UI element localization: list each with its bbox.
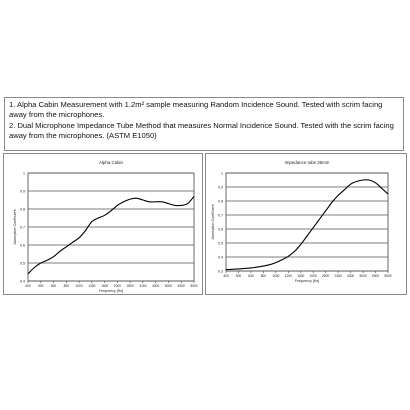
impedance-x-tick-label: 500	[235, 274, 242, 278]
alpha-x-tick-label: 2000	[113, 284, 121, 288]
impedance-y-axis-label: Absorption Coefficient	[211, 204, 215, 240]
caption-line-2: 2. Dual Microphone Impedance Tube Method that measures Normal Incidence Sound. Tested with the scrim facing away from the microphones. (ASTM E1050)	[9, 120, 394, 141]
impedance-x-tick-label: 2500	[322, 274, 330, 278]
impedance-x-tick-label: 6300	[371, 274, 380, 278]
impedance-x-tick-label: 1600	[297, 274, 305, 278]
impedance-y-tick-label: 0.8	[218, 199, 223, 204]
impedance-y-tick-label: 1	[221, 171, 223, 176]
impedance-chart-title: Impedance tube 25mm	[284, 160, 330, 165]
alpha-x-tick-label: 1000	[75, 284, 83, 288]
impedance-x-tick-label: 1250	[284, 274, 292, 278]
alpha-x-tick-label: 400	[25, 284, 31, 288]
alpha-x-tick-label: 5000	[164, 284, 173, 288]
impedance-y-tick-label: 0.6	[218, 227, 223, 232]
alpha-y-tick-label: 1	[23, 171, 25, 176]
impedance-x-tick-label: 1000	[272, 274, 280, 278]
alpha-y-tick-label: 0.9	[20, 189, 25, 194]
impedance-x-tick-label: 2000	[309, 274, 317, 278]
impedance-y-tick-label: 0.4	[218, 255, 223, 260]
impedance-y-tick-label: 0.3	[218, 269, 223, 274]
alpha-x-tick-label: 4000	[152, 284, 160, 288]
alpha-x-tick-label: 500	[38, 284, 44, 288]
caption-box	[4, 97, 404, 151]
impedance-x-tick-label: 800	[260, 274, 267, 278]
alpha-cabin-chart-panel	[3, 153, 203, 295]
impedance-tube-chart	[206, 154, 406, 294]
alpha-y-tick-label: 0.5	[20, 261, 25, 266]
alpha-x-tick-label: 1250	[88, 284, 96, 288]
alpha-x-tick-label: 630	[50, 284, 57, 288]
impedance-plot-frame	[226, 173, 388, 271]
impedance-y-tick-label: 0.9	[218, 185, 223, 190]
impedance-tube-chart-panel	[205, 153, 407, 295]
alpha-y-tick-label: 0.8	[20, 207, 25, 212]
alpha-x-tick-label: 1600	[101, 284, 109, 288]
alpha-chart-title: Alpha Cabin	[99, 160, 123, 165]
impedance-x-tick-label: 3150	[334, 274, 342, 278]
impedance-y-tick-label: 0.7	[218, 213, 223, 218]
impedance-x-tick-label: 8000	[384, 274, 392, 278]
alpha-x-tick-label: 800	[63, 284, 69, 288]
impedance-x-tick-label: 4000	[347, 274, 355, 278]
alpha-x-tick-label: 2500	[126, 284, 134, 288]
impedance-x-axis-label: Frequency [Hz]	[294, 279, 320, 283]
impedance-x-tick-label: 400	[223, 274, 229, 278]
alpha-x-tick-label: 8000	[190, 284, 198, 288]
impedance-y-tick-label: 0.5	[218, 241, 223, 246]
caption-line-1: 1. Alpha Cabin Measurement with 1.2m² sample measuring Random Incidence Sound. Tested with scrim facing away from the microphones.	[9, 100, 383, 120]
alpha-y-tick-label: 0.7	[20, 225, 25, 230]
impedance-x-tick-label: 630	[248, 274, 254, 278]
alpha-x-axis-label: Frequency [Hz]	[98, 289, 124, 293]
alpha-x-tick-label: 6300	[177, 284, 185, 288]
alpha-y-axis-label: Absorption Coefficient	[13, 209, 17, 245]
alpha-x-tick-label: 3150	[139, 284, 147, 288]
alpha-y-tick-label: 0.4	[20, 279, 25, 284]
alpha-cabin-chart	[4, 154, 202, 294]
impedance-x-tick-label: 5000	[359, 274, 367, 278]
alpha-y-tick-label: 0.6	[20, 243, 25, 248]
